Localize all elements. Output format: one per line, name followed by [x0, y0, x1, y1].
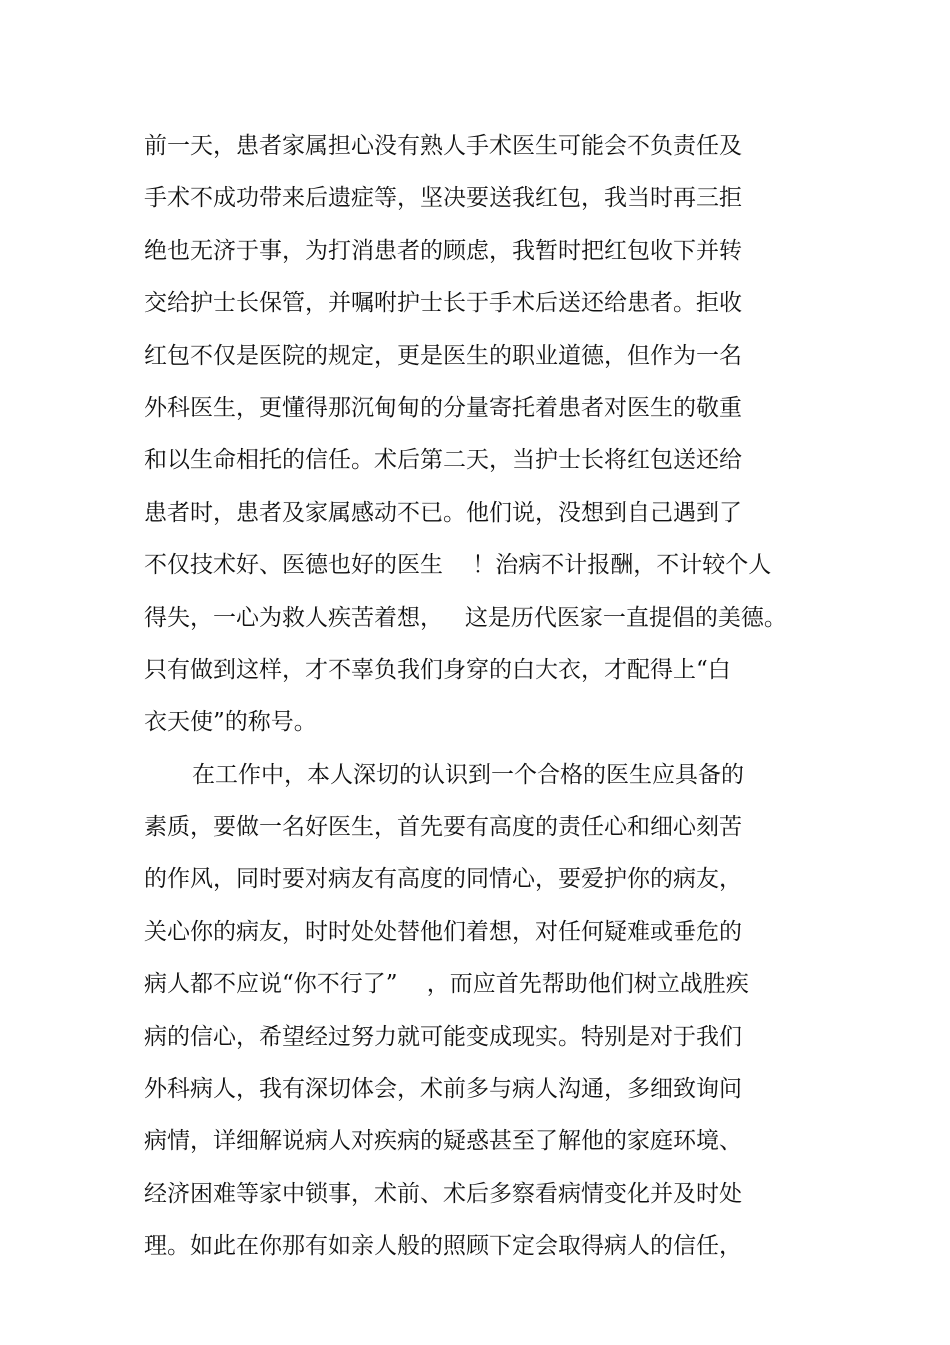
text-line: 只有做到这样，才不辜负我们身穿的白大衣，才配得上“白: [144, 656, 731, 683]
text-line: 手术不成功带来后遗症等，坚决要送我红包，我当时再三拒: [144, 185, 742, 212]
text-line: 经济困难等家中锁事，术前、术后多察看病情变化并及时处: [144, 1180, 742, 1207]
text-line: 病的信心，希望经过努力就可能变成现实。特别是对于我们: [144, 1023, 742, 1050]
text-line: 外科病人，我有深切体会，术前多与病人沟通，多细致询问: [144, 1076, 742, 1103]
text-line: 和以生命相托的信任。术后第二天，当护士长将红包送还给: [144, 447, 742, 474]
paragraph-first-line: 在工作中，本人深切的认识到一个合格的医生应具备的: [192, 761, 744, 788]
text-line: 交给护士长保管，并嘱咐护士长于手术后送还给患者。拒收: [144, 290, 742, 317]
text-line: 关心你的病友，时时处处替他们着想，对任何疑难或垂危的: [144, 918, 742, 945]
text-line: 病情，详细解说病人对疾病的疑惑甚至了解他的家庭环境、: [144, 1128, 742, 1155]
text-line: 绝也无济于事，为打消患者的顾虑，我暂时把红包收下并转: [144, 237, 742, 264]
text-line: 理。如此在你那有如亲人般的照顾下定会取得病人的信任，: [144, 1233, 742, 1260]
text-line: 素质，要做一名好医生，首先要有高度的责任心和细心刻苦: [144, 814, 742, 841]
text-line: 的作风，同时要对病友有高度的同情心，要爱护你的病友，: [144, 866, 742, 893]
text-line: 外科医生，更懂得那沉甸甸的分量寄托着患者对医生的敬重: [144, 394, 742, 421]
text-line: 病人都不应说“你不行了” ，而应首先帮助他们树立战胜疾: [144, 971, 749, 998]
text-line: 红包不仅是医院的规定，更是医生的职业道德，但作为一名: [144, 342, 742, 369]
body-text: [144, 120, 804, 1273]
text-line: 得失，一心为救人疾苦着想， 这是历代医家一直提倡的美德。: [144, 604, 787, 631]
text-line: 前一天，患者家属担心没有熟人手术医生可能会不负责任及: [144, 133, 742, 159]
text-line: 不仅技术好、医德也好的医生 ！治病不计报酬，不计较个人: [144, 552, 772, 579]
text-line: 患者时，患者及家属感动不已。他们说，没想到自己遇到了: [144, 499, 742, 526]
text-line: 衣天使”的称号。: [144, 709, 317, 736]
